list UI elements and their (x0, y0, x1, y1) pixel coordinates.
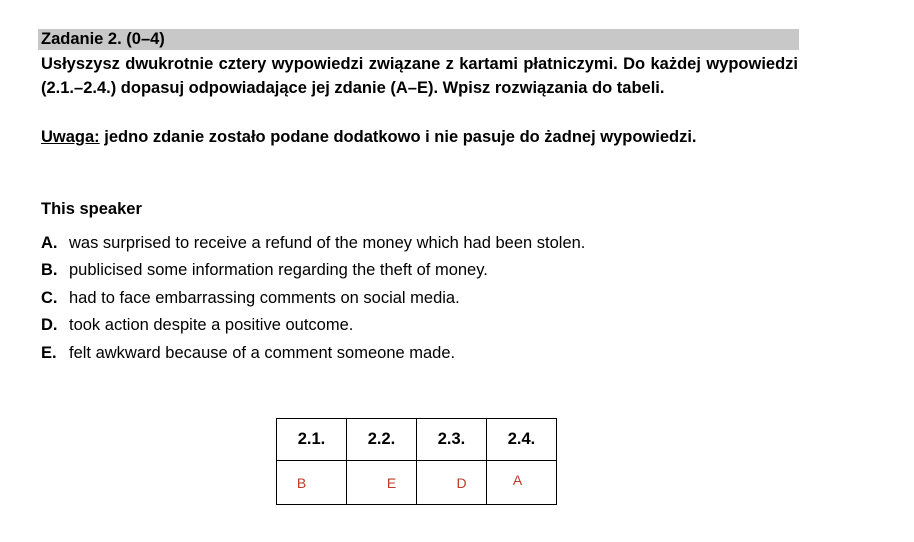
option-c (41, 287, 585, 314)
option-letter: E. (41, 343, 57, 362)
answer-cell-2-2[interactable] (347, 461, 417, 505)
speaker-heading: This speaker (41, 200, 142, 218)
task-instructions: Usłyszysz dwukrotnie cztery wypowiedzi związane z kartami płatniczymi. Do każdej wypowiedzi (2.1.–2.4.) dopasuj odpowiadające jej zdanie (A–E). Wpisz rozwiązania do tabeli. (41, 55, 798, 97)
option-text: had to face embarrassing comments on social media. (69, 288, 460, 307)
option-a (41, 232, 585, 259)
task-title: Zadanie 2. (0–4) (41, 30, 165, 48)
note-label: Uwaga: (41, 128, 100, 146)
answer-table (276, 418, 557, 505)
header-cell-2-1: 2.1. (277, 419, 347, 461)
answer-table-header-row (277, 419, 557, 461)
task-note (41, 125, 697, 149)
option-letter: B. (41, 261, 58, 280)
option-letter: A. (41, 234, 58, 252)
header-cell-2-4: 2.4. (487, 419, 557, 461)
answer-cell-2-1[interactable] (277, 461, 347, 505)
answer-value: A (512, 471, 523, 488)
answer-cell-2-4[interactable] (487, 461, 557, 505)
option-letter: D. (41, 316, 58, 335)
answer-value: D (456, 474, 467, 491)
option-b (41, 259, 585, 286)
option-text: took action despite a positive outcome. (69, 316, 354, 335)
header-cell-2-3: 2.3. (417, 419, 487, 461)
options-list (41, 232, 585, 369)
note-text: jedno zdanie zostało podane dodatkowo i nie pasuje do żadnej wypowiedzi. (99, 128, 697, 146)
answer-cell-2-3[interactable] (417, 461, 487, 505)
option-letter: C. (41, 288, 58, 307)
option-d (41, 314, 585, 341)
answer-value: B (296, 474, 307, 491)
option-text: publicised some information regarding the theft of money. (69, 261, 488, 280)
option-text: was surprised to receive a refund of the money which had been stolen. (69, 234, 586, 252)
option-text: felt awkward because of a comment someone made. (69, 343, 456, 362)
answer-table-answer-row (277, 461, 557, 505)
header-cell-2-2: 2.2. (347, 419, 417, 461)
answer-value: E (386, 474, 397, 491)
task-header-bar (38, 29, 799, 50)
option-e (41, 342, 585, 369)
